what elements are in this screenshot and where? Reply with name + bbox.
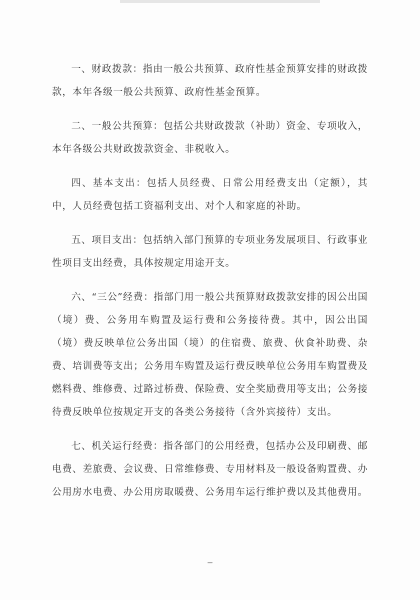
paragraph-basic-expenditure: 四、基本支出：包括人员经费、日常公用经费支出（定额），其中，人员经费包括工资福利支出、对个人和家庭的补助。 [52,178,368,212]
paragraph-three-public-expenses: 六、“三公”经费：指部门用一般公共预算财政拨款安排的因公出国（境）费、公务用车购置及运行费和公务接待费。其中，因公出国（境）费反映单位公务出国（境）的住宿费、旅费、伙食补助费、杂费、培训费等支出；公务用车购置及运行费反映单位公务用车购置费及燃料费、维修费、过路过桥费、保险费、安全奖励费用等支出；公务接待费反映单位按规定开支的各类公务接待（含外宾接待）支出。 [52,292,369,418]
paragraph-project-expenditure: 五、项目支出：包括纳入部门预算的专项业务发展项目、行政事业性项目支出经费，具体按规定用途开支。 [52,235,368,269]
scan-top-edge [120,0,320,3]
paragraph-general-public-budget: 二、一般公共预算：包括公共财政拨款（补助）资金、专项收入，本年各级公共财政拨款资金、非税收入。 [52,121,368,155]
page-number: — [207,558,213,567]
paragraph-fiscal-allocation: 一、财政拨款：指由一般公共预算、政府性基金预算安排的财政拨款，本年各级一般公共预算、政府性基金预算。 [52,64,368,98]
document-body [52,58,368,515]
paragraph-operating-expenses: 七、机关运行经费：指各部门的公用经费，包括办公及印刷费、邮电费、差旅费、会议费、日常维修费、专用材料及一般设备购置费、办公用房水电费、办公用房取暖费、公务用车运行维护费以及其他费用。 [52,441,369,498]
